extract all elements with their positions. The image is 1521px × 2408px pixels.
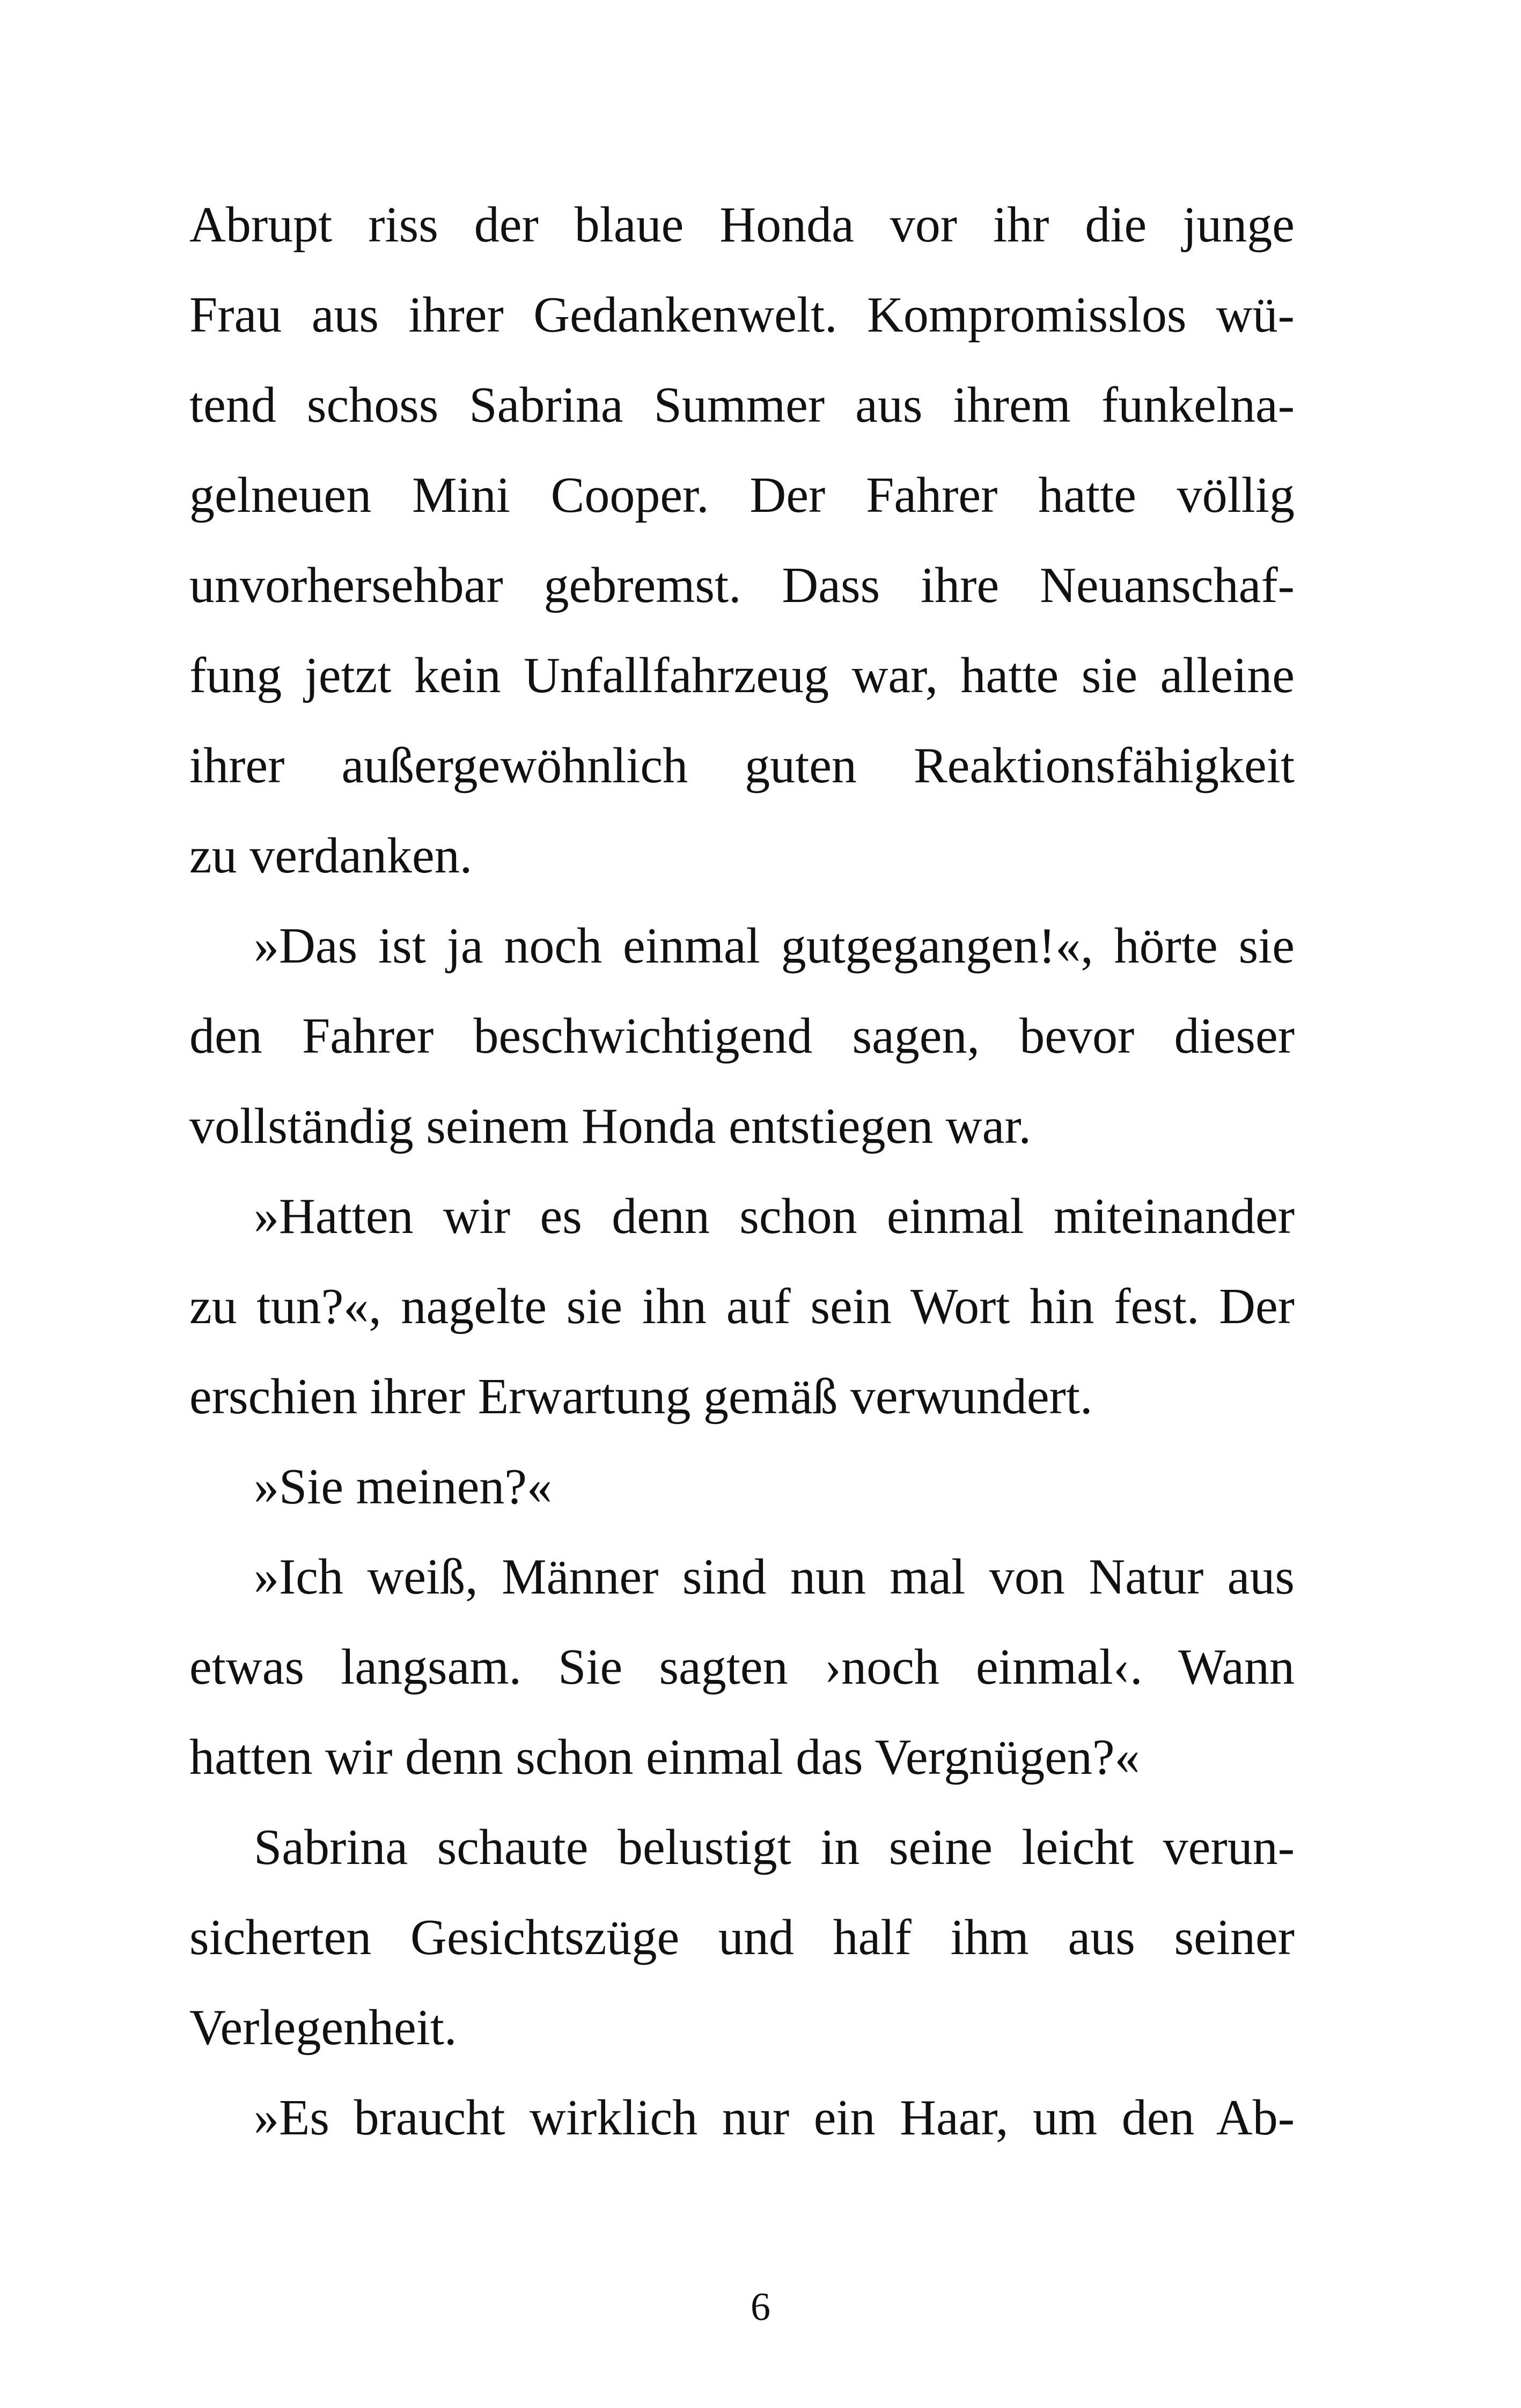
text-line: den Fahrer beschwichtigend sagen, bevor dieser [189,1008,1295,1064]
text-line: Frau aus ihrer Gedankenwelt. Kompromisslos wü- [189,287,1295,343]
text-line: Verlegenheit. [189,2000,457,2055]
text-line: zu verdanken. [189,828,473,884]
text-line: erschien ihrer Erwartung gemäß verwundert. [189,1369,1093,1425]
text-line: zu tun?«, nagelte sie ihn auf sein Wort hin fest. Der [189,1279,1295,1334]
text-line: »Hatten wir es denn schon einmal miteinander [254,1188,1295,1244]
text-line: hatten wir denn schon einmal das Vergnügen?« [189,1729,1140,1785]
body-text [189,180,1295,2163]
text-line: vollständig seinem Honda entstiegen war. [189,1098,1031,1154]
text-line: »Das ist ja noch einmal gutgegangen!«, hörte sie [254,918,1295,974]
page-number: 6 [751,2285,770,2329]
text-line: »Sie meinen?« [254,1459,553,1515]
text-line: ihrer außergewöhnlich guten Reaktionsfähigkeit [189,738,1295,794]
text-line: etwas langsam. Sie sagten ›noch einmal‹. Wann [189,1639,1295,1695]
text-line: gelneuen Mini Cooper. Der Fahrer hatte völlig [189,467,1295,523]
text-line: tend schoss Sabrina Summer aus ihrem funkelna- [189,377,1295,433]
text-line: Abrupt riss der blaue Honda vor ihr die junge [189,197,1295,253]
text-line: fung jetzt kein Unfallfahrzeug war, hatte sie alleine [189,648,1295,703]
text-line: »Ich weiß, Männer sind nun mal von Natur aus [254,1549,1295,1605]
text-line: unvorhersehbar gebremst. Dass ihre Neuanschaf- [189,557,1295,613]
text-line: »Es braucht wirklich nur ein Haar, um den Ab- [254,2090,1295,2146]
text-line: sicherten Gesichtszüge und half ihm aus seiner [189,1910,1295,1965]
text-line: Sabrina schaute belustigt in seine leicht verun- [254,1819,1295,1875]
